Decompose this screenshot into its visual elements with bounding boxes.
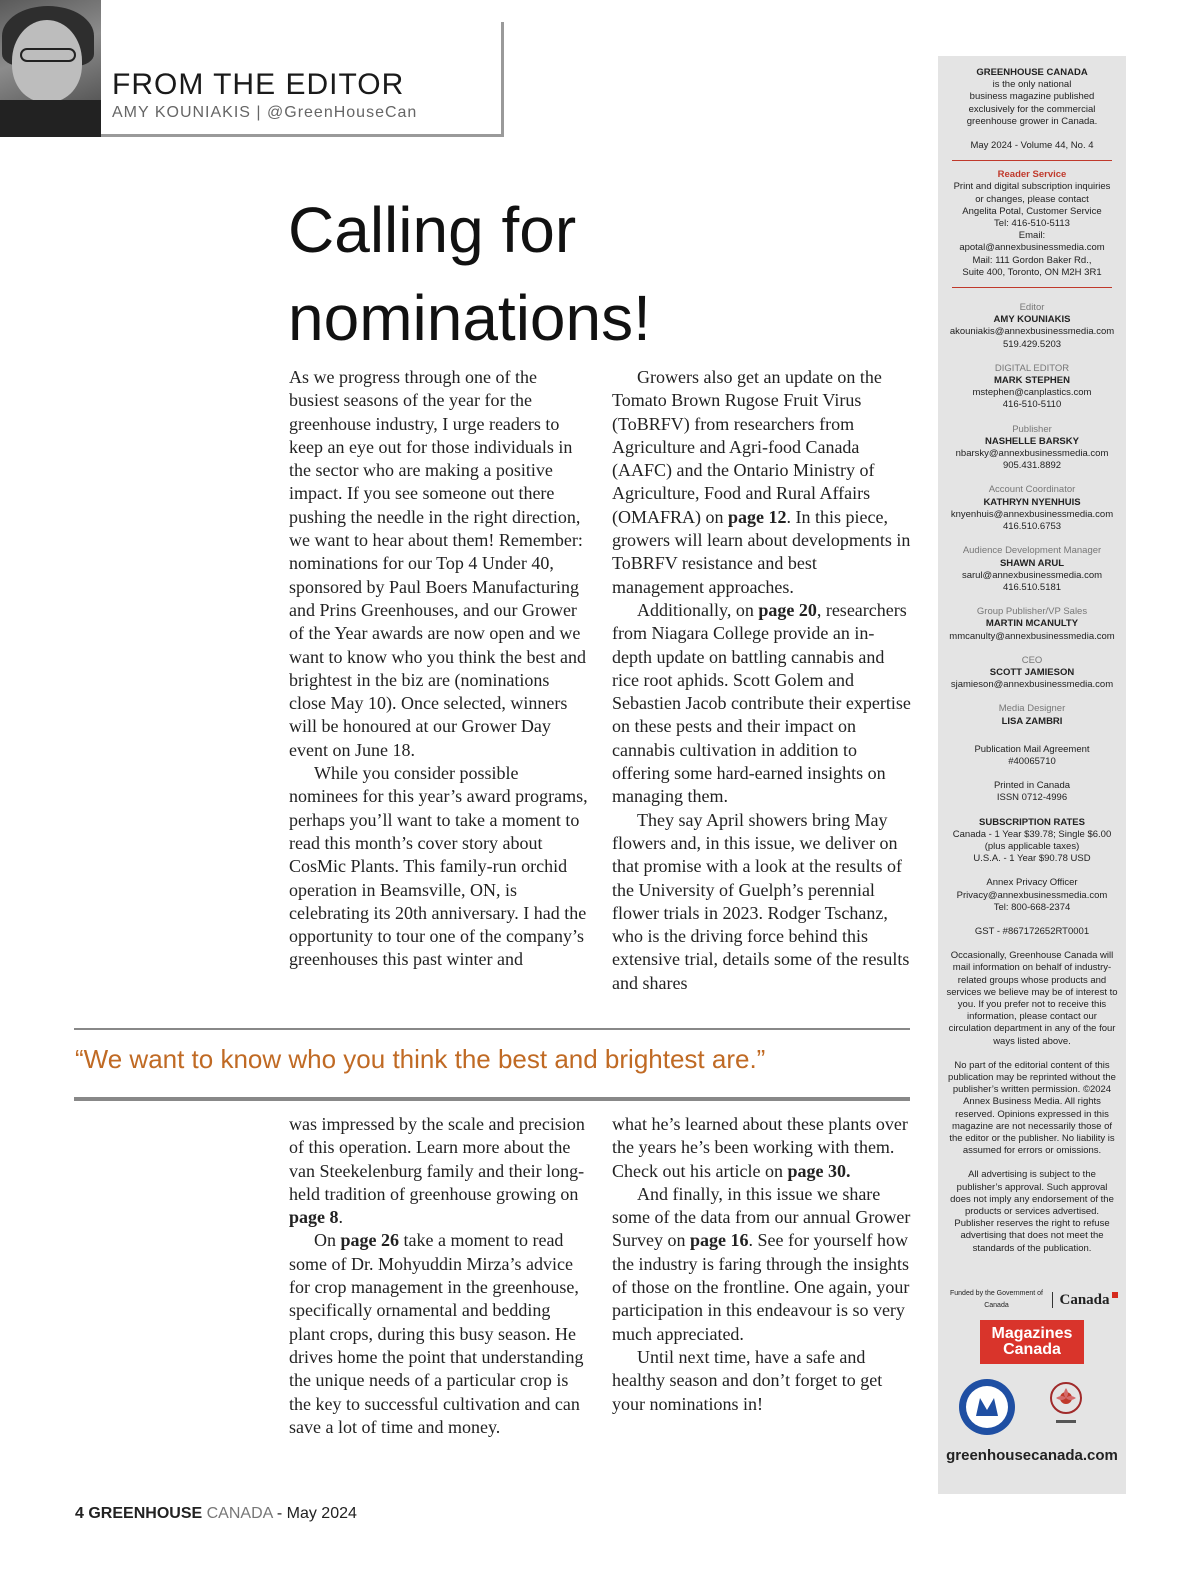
masthead-sidebar bbox=[938, 56, 1126, 1494]
page-footer bbox=[75, 1505, 357, 1523]
headline-line-1: Calling for bbox=[288, 194, 577, 266]
staff-entry: Audience Development Manager SHAWN ARUL sarul@annexbusinessmedia.com 416.510.5181 bbox=[961, 545, 1103, 593]
flowers-canada-growers-logo-icon bbox=[1046, 1380, 1086, 1432]
privacy-officer: Annex Privacy Officer Privacy@annexbusinessmedia.com Tel: 800-668-2374 bbox=[956, 877, 1108, 913]
printed-info: Printed in Canada ISSN 0712-4996 bbox=[993, 780, 1071, 804]
page-ref: page 16 bbox=[690, 1230, 749, 1251]
advertising-notice: All advertising is subject to the publisher’s approval. Such approval does not imply any endorsement of the products or services advertised. Publisher reserves the right to refuse advertising that does not meet the standards of the publication. bbox=[950, 1169, 1114, 1254]
magazines-canada-logo: Magazines Canada bbox=[980, 1320, 1084, 1364]
gst-number: GST - #867172652RT0001 bbox=[974, 925, 1090, 937]
footer-issue: - May 2024 bbox=[276, 1505, 357, 1522]
page-ref: page 30. bbox=[787, 1160, 851, 1181]
page-ref: page 8 bbox=[289, 1207, 339, 1228]
canada-wordmark: Canada bbox=[1059, 1292, 1110, 1309]
copyright-notice: No part of the editorial content of this publication may be reprinted without the publisher’s written permission. ©2024 Annex Business Media. All rights reserved. Opinions expressed in this magazine are not necessarily those of the editor or the publisher. No liability is assumed for errors or omissions. bbox=[948, 1059, 1116, 1157]
subscription-rates: SUBSCRIPTION RATES Canada - 1 Year $39.78; Single $6.00 (plus applicable taxes) U.S.A. - 1 Year $90.78 USD bbox=[952, 816, 1112, 865]
website-link[interactable]: greenhousecanada.com bbox=[946, 1447, 1118, 1464]
staff-entry: Publisher NASHELLE BARSKY nbarsky@annexbusinessmedia.com 905.431.8892 bbox=[955, 423, 1109, 472]
paragraph: As we progress through one of the busiest seasons of the year for the greenhouse industry, I urge readers to keep an eye out for those individuals in the sector who are making a positive impact. If you see someone out there pushing the needle in the right direction, we want to hear about them! Remember: nominations for our Top 4 Under 40, sponsored by Paul Boers Manufacturing and Prins Greenhouses, and our Grower of the Year awards are now open and we want to know who you think the best and brightest in the biz are (nominations close May 10). Once selected, winners will be honoured at our Grower Day event on June 18. bbox=[289, 367, 586, 760]
editor-photo bbox=[0, 0, 101, 137]
staff-entry: Editor AMY KOUNIAKIS akouniakis@annexbusinessmedia.com 519.429.5203 bbox=[949, 302, 1115, 350]
audited-media-seal-icon bbox=[958, 1378, 1016, 1436]
paragraph: Growers also get an update on the Tomato Brown Rugose Fruit Virus (ToBRFV) from researchers from Agriculture and Agri-food Canada (AAFC) and the Ontario Ministry of Agriculture, Food and Rural Affairs (OMAFRA) on page 12. In this piece, growers will learn about developments in ToBRFV resistance and best management approaches. bbox=[612, 367, 911, 597]
paragraph: And finally, in this issue we share some of the data from our annual Grower Survey on page 16. See for yourself how the industry is faring through the insights of those on the frontline. One again, your participation in this endeavour is so very much appreciated. bbox=[612, 1183, 911, 1344]
paragraph: was impressed by the scale and precision of this operation. Learn more about the van Steekelenburg family and their long-held tradition of greenhouse growing on page 8. bbox=[289, 1114, 585, 1228]
masthead-intro: GREENHOUSE CANADA is the only national business magazine published exclusively for the commercial greenhouse grower in Canada. bbox=[966, 67, 1098, 127]
volume-info: May 2024 - Volume 44, No. 4 bbox=[970, 140, 1094, 152]
pull-quote-top-rule bbox=[74, 1028, 910, 1030]
page-ref: page 20 bbox=[758, 599, 817, 620]
mail-agreement: Publication Mail Agreement #40065710 bbox=[974, 743, 1090, 767]
staff-entry: Media Designer LISA ZAMBRI bbox=[998, 703, 1066, 727]
photo-glasses bbox=[20, 48, 76, 62]
headline bbox=[288, 186, 808, 362]
paragraph: Until next time, have a safe and healthy season and don’t forget to get your nominations in! bbox=[612, 1346, 883, 1414]
photo-body bbox=[0, 100, 101, 137]
paragraph: While you consider possible nominees for this year’s award programs, perhaps you’ll want to take a moment to read this month’s cover story about CosMic Plants. This family-run orchid operation in Beamsville, ON, is celebrating its 20th anniversary. I had the opportunity to tour one of the company’s greenhouses this past winter and bbox=[289, 763, 588, 970]
staff-entry: Account Coordinator KATHRYN NYENHUIS knyenhuis@annexbusinessmedia.com 416.510.6753 bbox=[950, 484, 1114, 533]
headline-line-2: nominations! bbox=[288, 282, 651, 354]
section-title: FROM THE EDITOR bbox=[112, 68, 405, 101]
page-number: 4 bbox=[75, 1505, 84, 1522]
body-column-2 bbox=[612, 366, 912, 995]
footer-brand-light: CANADA bbox=[206, 1505, 273, 1522]
paragraph: Additionally, on page 20, researchers from Niagara College provide an in-depth update on battling cannabis and rice root aphids. Scott Golem and Sebastien Jacob contribute their expertise on these pests and their impact on cannabis cultivation in addition to offering some hard-earned insights on managing them. bbox=[612, 599, 911, 807]
divider bbox=[952, 160, 1112, 161]
staff-entry: CEO SCOTT JAMIESON sjamieson@annexbusinessmedia.com bbox=[950, 654, 1114, 691]
page-ref: page 12 bbox=[728, 506, 787, 527]
divider bbox=[952, 287, 1112, 288]
paragraph: On page 26 take a moment to read some of Dr. Mohyuddin Mirza’s advice for crop management in the greenhouse, specifically ornamental and bedding plant crops, during this busy season. He drives home the point that understanding the unique needs of a particular crop is the key to successful cultivation and can save a lot of time and money. bbox=[289, 1230, 584, 1437]
staff-list bbox=[946, 302, 1118, 728]
mailing-notice: Occasionally, Greenhouse Canada will mail information on behalf of industry-related groups whose products and services we believe may be of interest to you. If you prefer not to receive this information, please contact our circulation department in any of the four ways listed above. bbox=[946, 950, 1118, 1047]
paragraph: They say April showers bring May flowers and, in this issue, we deliver on that promise with a look at the results of the University of Guelph’s perennial flower trials in 2023. Rodger Tschanz, who is the driving force behind this extensive trial, details some of the results and shares bbox=[612, 809, 910, 993]
reader-service: Reader Service Print and digital subscription inquiries or changes, please contact Angelita Potal, Customer Service Tel: 416-510-5113 Email: apotal@annexbusinessmedia.com Mail: 111 Gordon Baker Rd., Suite 400, Toronto, ON M2H 3R1 bbox=[953, 169, 1111, 278]
paragraph: what he’s learned about these plants over the years he’s been working with them. Check out his article on page 30. bbox=[612, 1114, 908, 1181]
pull-quote-bottom-rule bbox=[74, 1097, 910, 1101]
page-ref: page 26 bbox=[340, 1230, 399, 1251]
canada-flag-icon bbox=[1112, 1292, 1118, 1298]
footer-brand-bold: GREENHOUSE bbox=[88, 1505, 203, 1522]
pull-quote: “We want to know who you think the best and brightest are.” bbox=[75, 1044, 766, 1074]
staff-entry: DIGITAL EDITOR MARK STEPHEN mstephen@canplastics.com 416-510-5110 bbox=[972, 362, 1092, 411]
staff-entry: Group Publisher/VP Sales MARTIN MCANULTY mmcanulty@annexbusinessmedia.com bbox=[949, 606, 1115, 642]
body-column-4 bbox=[612, 1113, 912, 1416]
body-column-1 bbox=[289, 366, 589, 972]
byline: AMY KOUNIAKIS | @GreenHouseCan bbox=[112, 104, 418, 121]
body-column-3 bbox=[289, 1113, 589, 1439]
government-of-canada-logo: Funded by the Government of Canada Canada bbox=[946, 1288, 1118, 1312]
